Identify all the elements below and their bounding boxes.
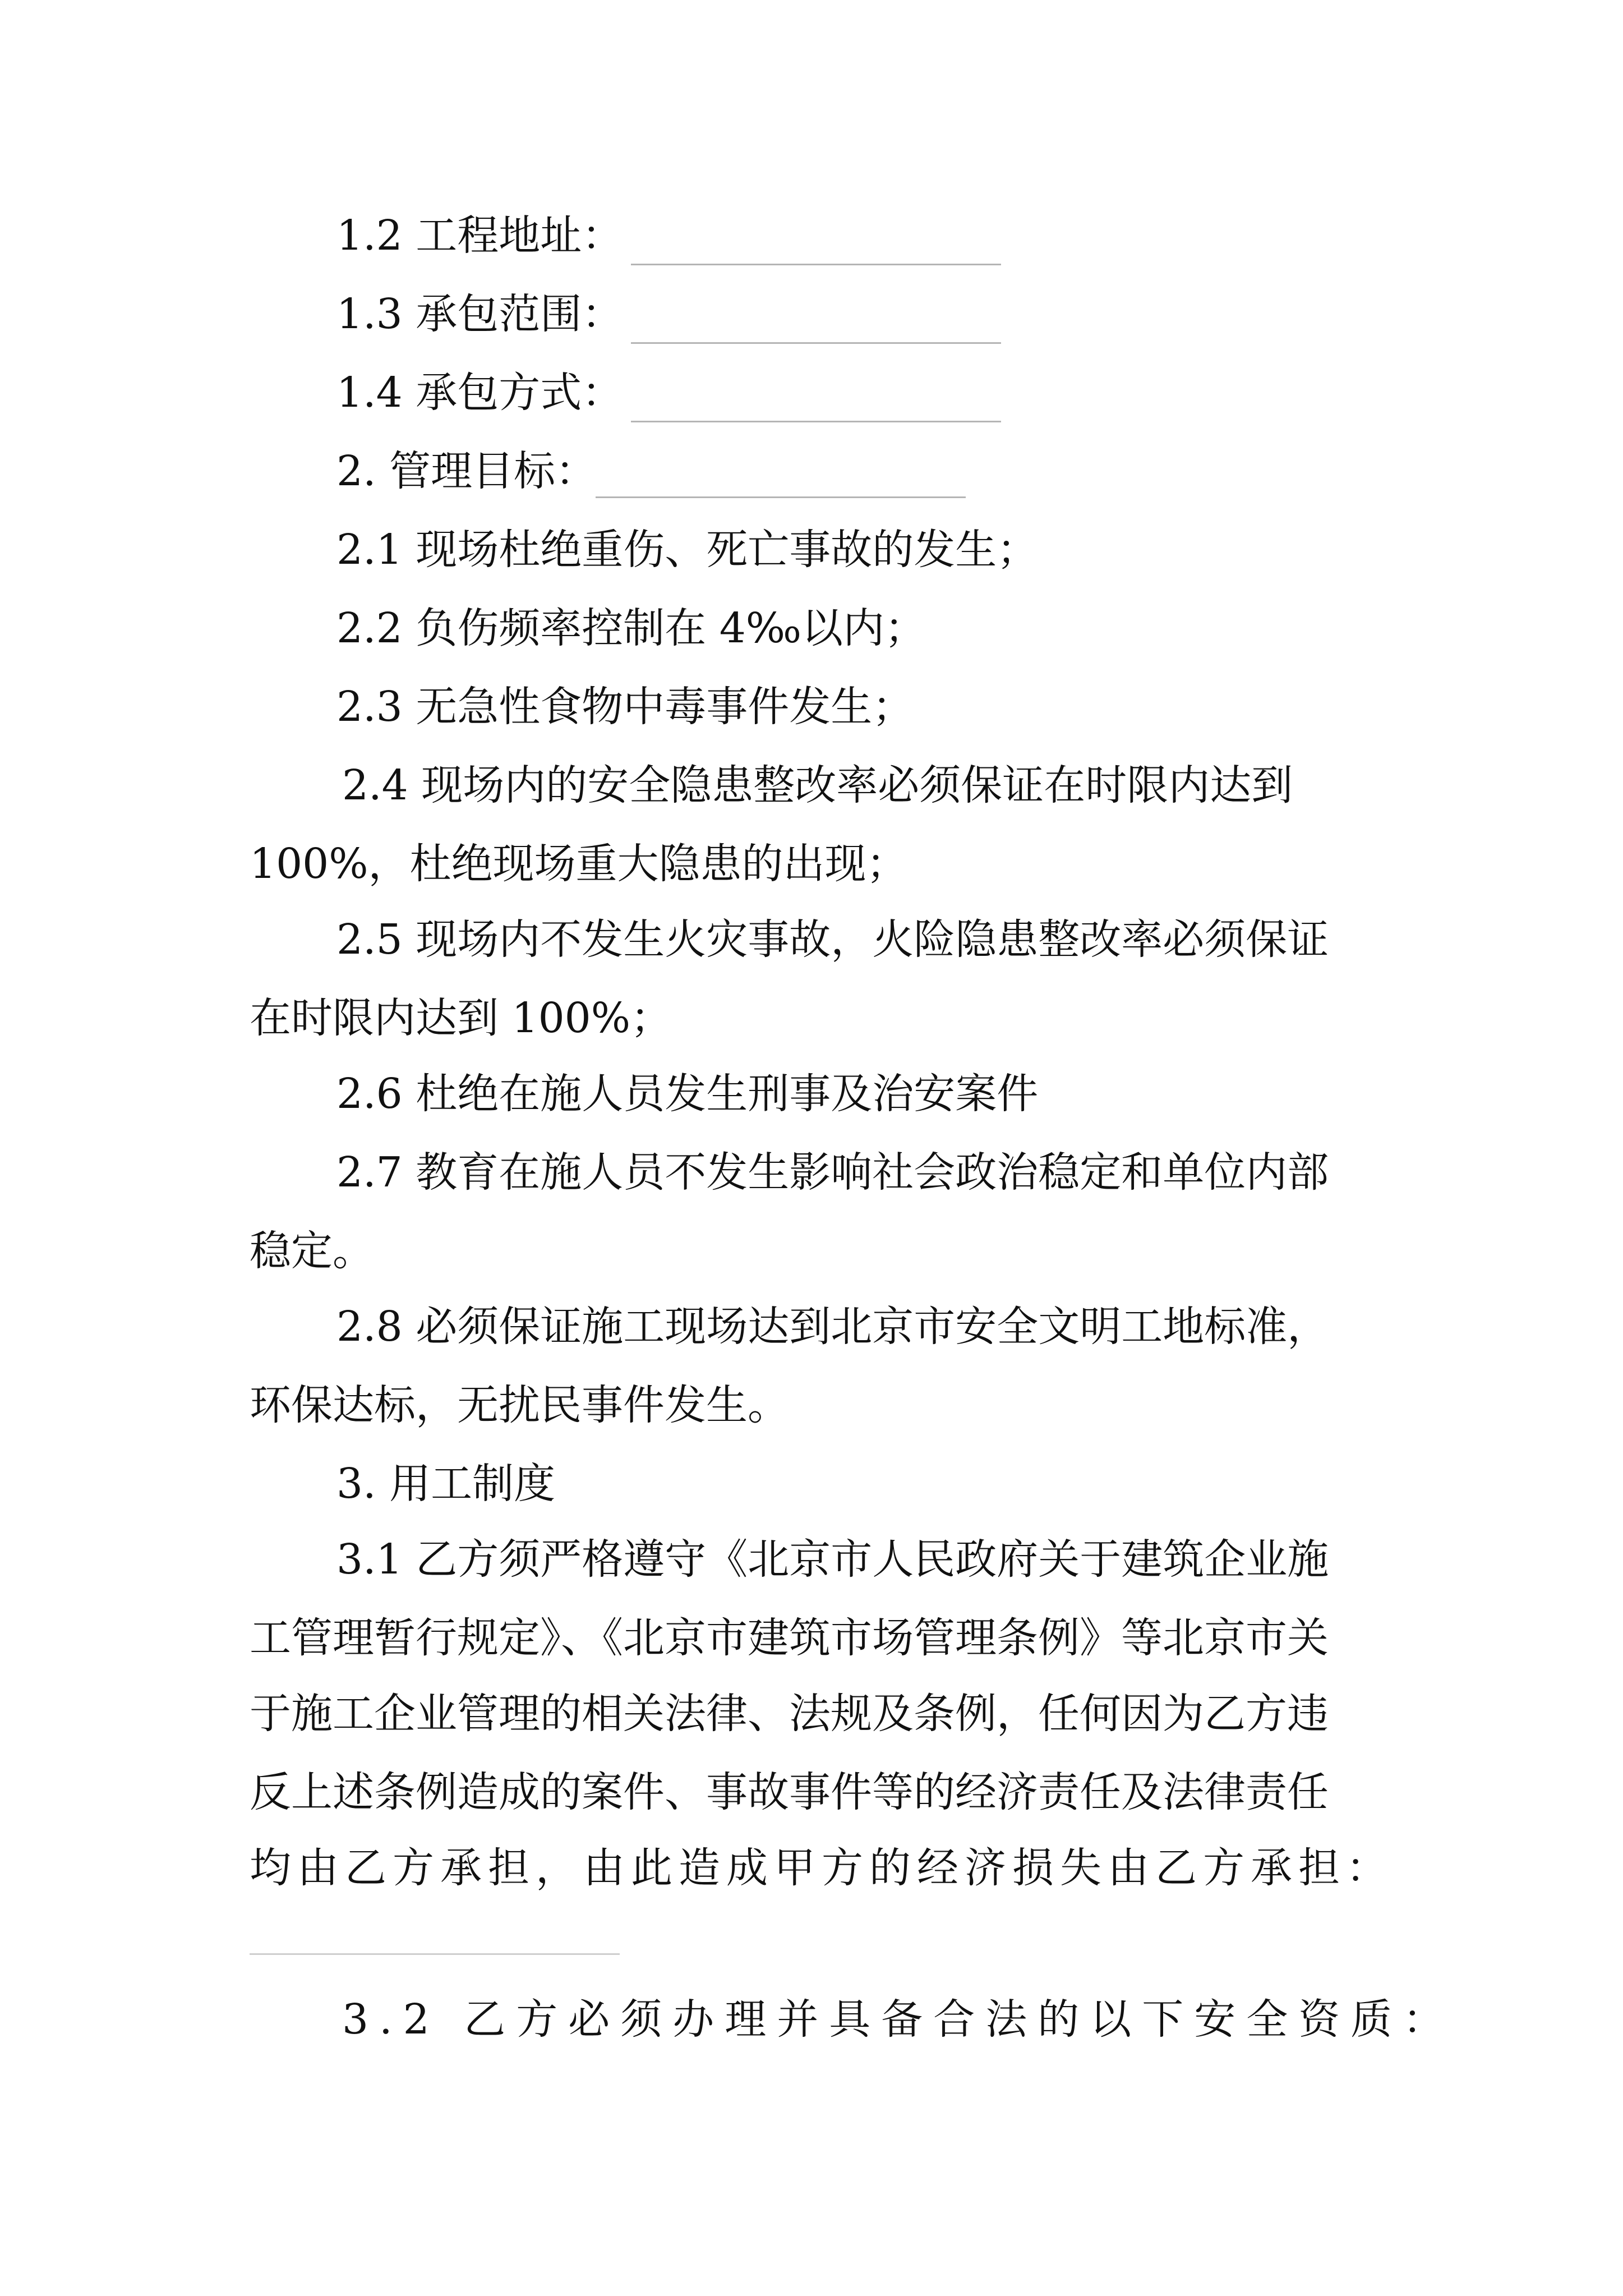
text-line-2-2: 2.2 负伤频率控制在 4‰以内； xyxy=(336,604,926,652)
text-line-3-1-cont-4: 均由乙方承担，由此造成甲方的经济损失由乙方承担： xyxy=(250,1844,1394,1892)
text-line-3-1-cont-3: 反上述条例造成的案件、事故事件等的经济责任及法律责任 xyxy=(250,1768,1329,1816)
text-line-2-4-cont: 100%，杜绝现场重大隐患的出现； xyxy=(250,840,908,888)
text-line-3-1-cont-2: 于施工企业管理的相关法律、法规及条例，任何因为乙方违 xyxy=(250,1690,1329,1738)
blank-line-address xyxy=(631,264,1001,265)
text-line-3-1-cont-1: 工管理暂行规定》、《北京市建筑市场管理条例》等北京市关 xyxy=(250,1614,1329,1662)
blank-line-method xyxy=(631,421,1001,422)
text-line-2-6: 2.6 杜绝在施人员发生刑事及治安案件 xyxy=(336,1070,1039,1118)
blank-line-scope xyxy=(631,342,1001,344)
text-line-management-goal: 2. 管理目标： xyxy=(336,447,597,495)
text-line-2-7: 2.7 教育在施人员不发生影响社会政治稳定和单位内部 xyxy=(336,1148,1329,1197)
blank-line-goal xyxy=(596,496,966,498)
divider-rule xyxy=(250,1953,620,1955)
text-line-contract-method: 1.4 承包方式： xyxy=(336,369,624,417)
section-heading-employment-system: 3. 用工制度 xyxy=(336,1460,556,1508)
text-line-2-4: 2.4 现场内的安全隐患整改率必须保证在时限内达到 xyxy=(342,761,1293,809)
text-line-3-1: 3.1 乙方须严格遵守《北京市人民政府关于建筑企业施 xyxy=(336,1535,1329,1584)
text-line-contract-scope: 1.3 承包范围： xyxy=(336,290,624,338)
text-line-2-5: 2.5 现场内不发生火灾事故，火险隐患整改率必须保证 xyxy=(336,915,1329,964)
text-line-2-7-cont: 稳定。 xyxy=(250,1227,374,1275)
text-line-2-3: 2.3 无急性食物中毒事件发生； xyxy=(336,683,914,731)
text-line-2-8-cont: 环保达标，无扰民事件发生。 xyxy=(250,1381,789,1429)
text-line-2-1: 2.1 现场杜绝重伤、死亡事故的发生； xyxy=(336,526,1039,574)
text-line-2-8: 2.8 必须保证施工现场达到北京市安全文明工地标准， xyxy=(336,1303,1329,1351)
text-line-2-5-cont: 在时限内达到 100%； xyxy=(250,994,672,1042)
text-line-engineering-address: 1.2 工程地址： xyxy=(336,211,624,260)
text-line-3-2: 3.2 乙方必须办理并具备合法的以下安全资质： xyxy=(342,1995,1455,2044)
